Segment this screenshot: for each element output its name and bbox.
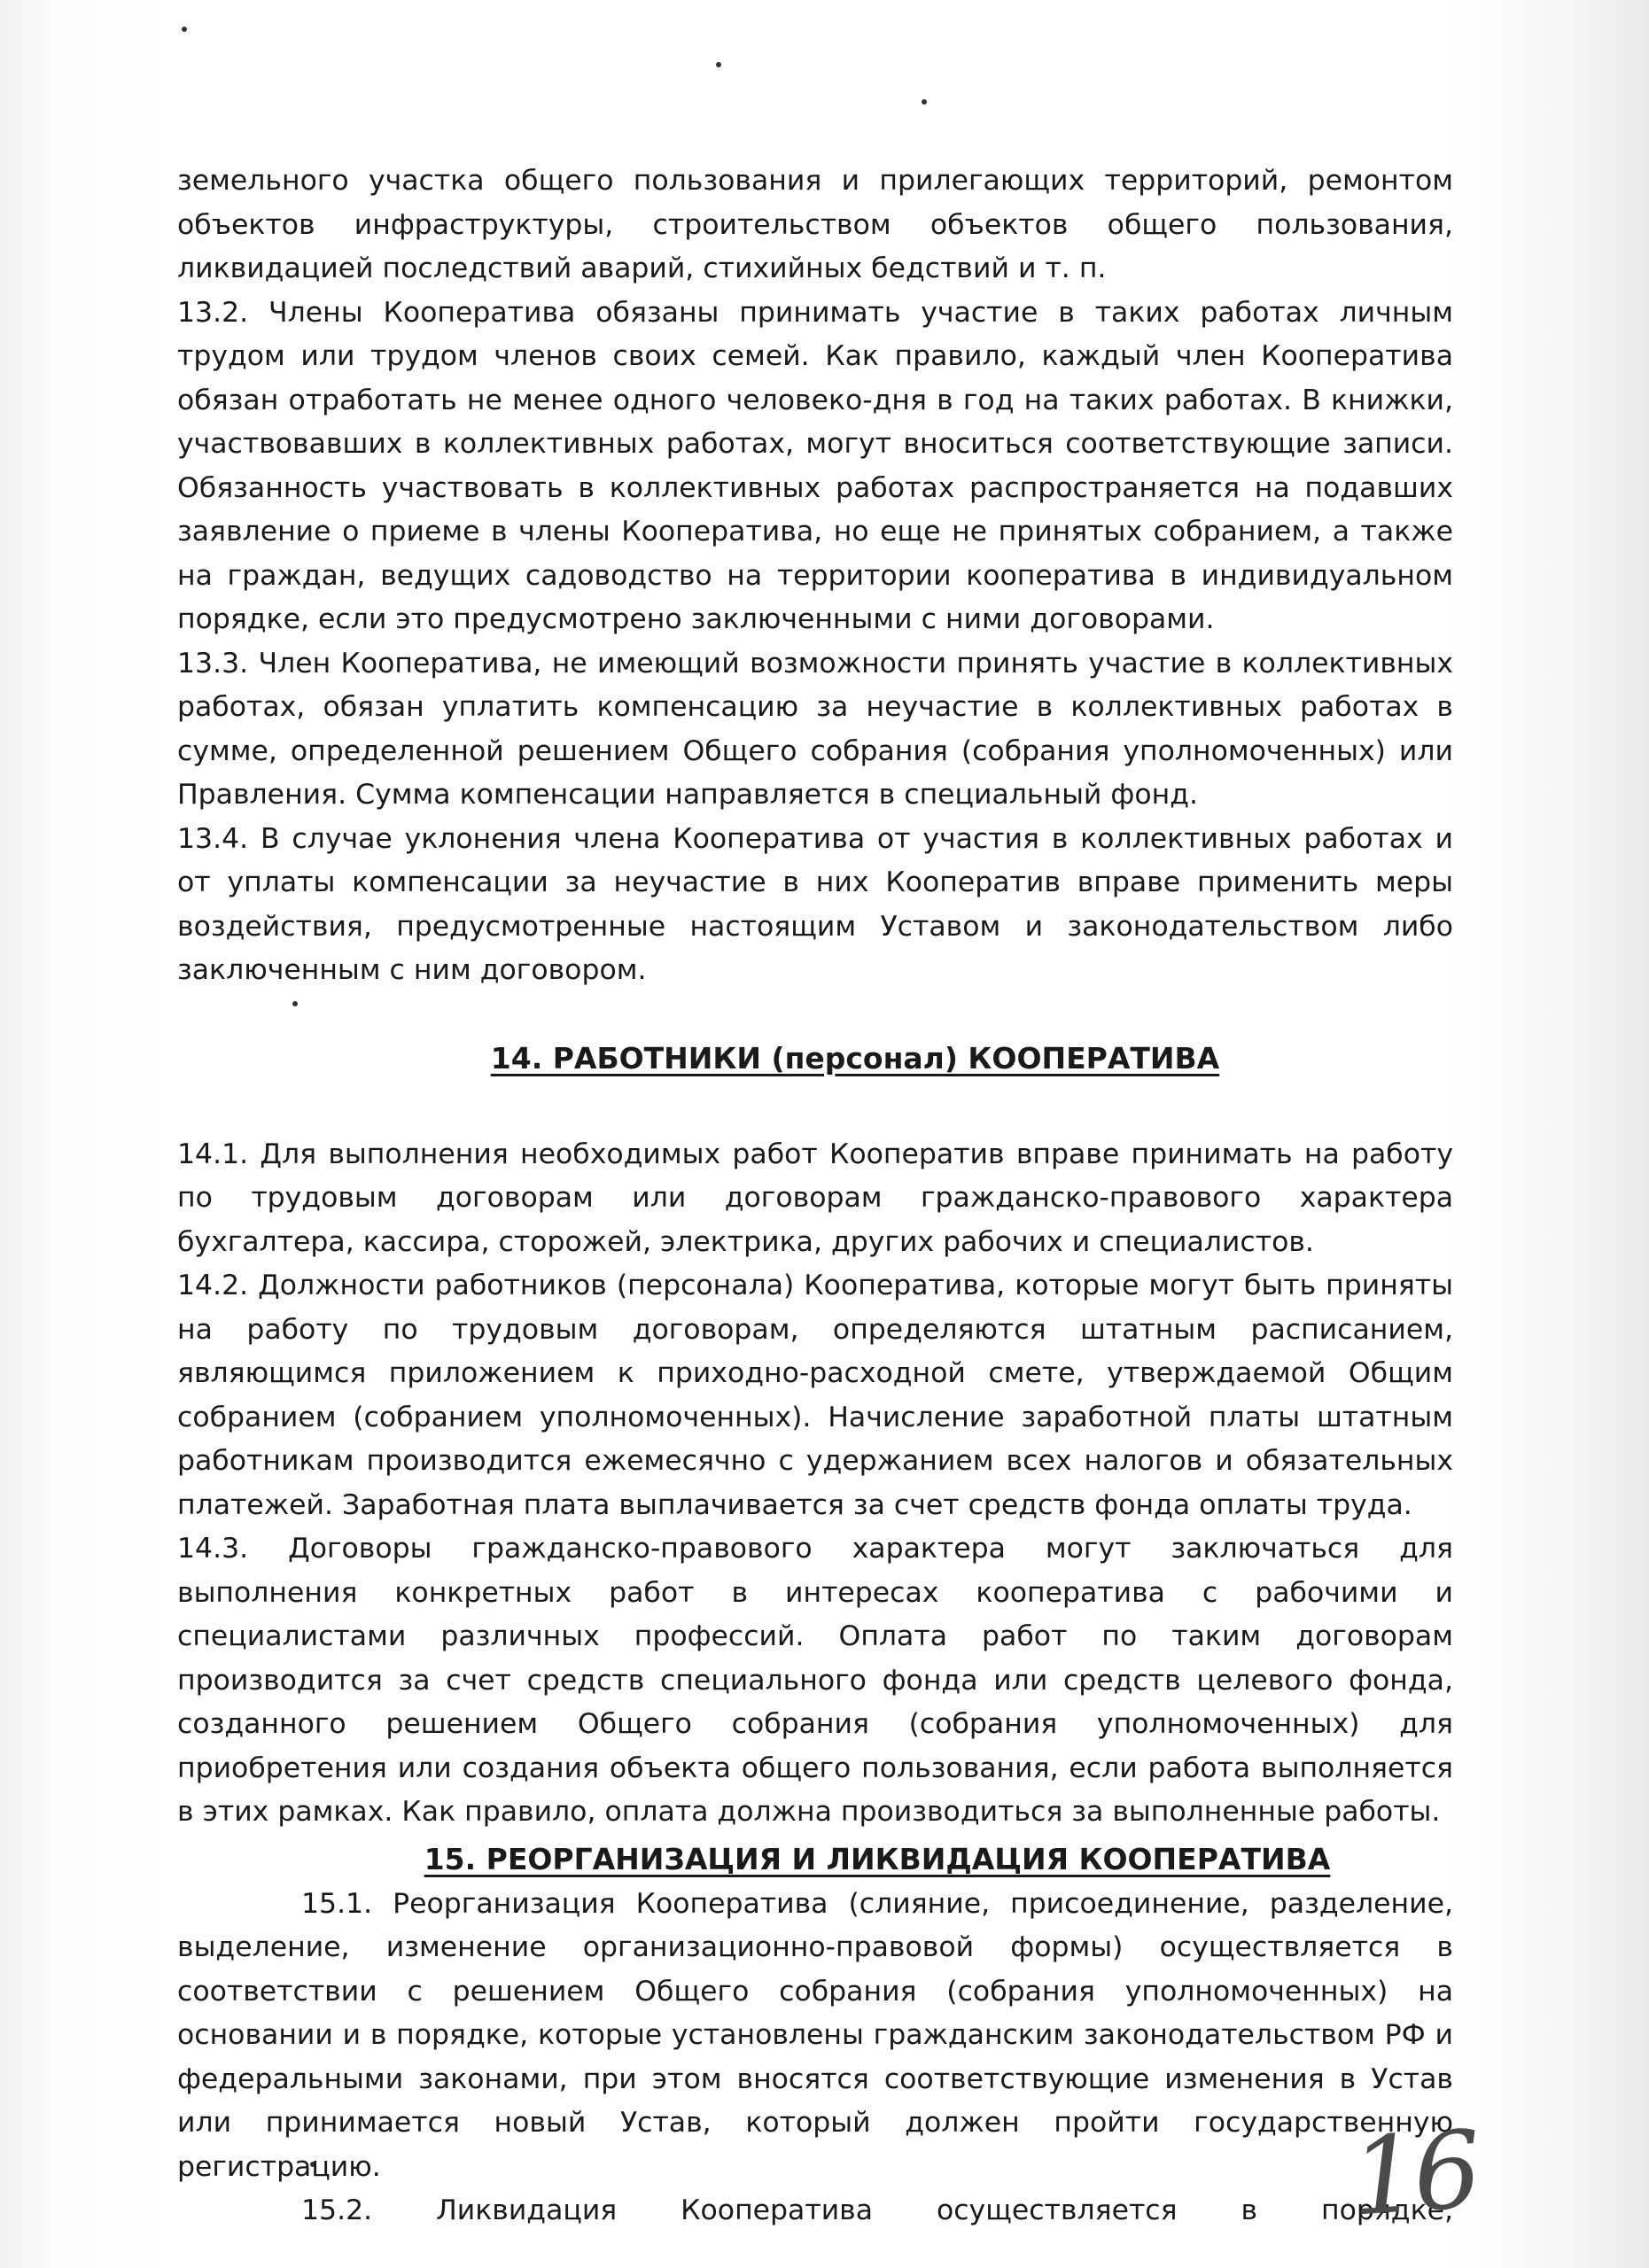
section-15-heading bbox=[177, 1837, 1453, 1883]
paragraph-13-4: 13.4. В случае уклонения члена Кооператива от участия в коллективных работах и от уплаты компенсации за неучастие в них Кооператив вправе применить меры воздействия, предусмотренные настоящим Уставом и законодательством либо заключенным с ним договором. bbox=[177, 822, 1453, 986]
section-14-title: 14. РАБОТНИКИ (персонал) КООПЕРАТИВА bbox=[490, 1040, 1220, 1076]
paragraph-13-3: 13.3. Член Кооператива, не имеющий возможности принять участие в коллективных работах, обязан уплатить компенсацию за неучастие в коллективных работах в сумме, определенной решением Общего собрания (собрания уполномоченных) или Правления. Сумма компенсации направляется в специальный фонд. bbox=[177, 647, 1453, 811]
paragraph-13-1-cont: земельного участка общего пользования и прилегающих территорий, ремонтом объектов инфраструктуры, строительством объектов общего пользования, ликвидацией последствий аварий, стихийных бедствий и т. п. bbox=[177, 165, 1453, 284]
paragraph-15-1: 15.1. Реорганизация Кооператива (слияние, присоединение, разделение, выделение, изменение организационно-правовой формы) осуществляется в соответствии с решением Общего собрания (собрания уполномоченных) на основании и в порядке, которые установлены гражданским законодательством РФ и федеральными законами, при этом вносятся соответствующие изменения в Устав или принимается новый Устав, который должен пройти государственную регистрацию. bbox=[177, 1887, 1453, 2183]
handwritten-page-number: 16 bbox=[1347, 2109, 1481, 2241]
paragraph-14-3: 14.3. Договоры гражданско-правового характера могут заключаться для выполнения конкретных работ в интересах кооператива с рабочими и специалистами различных профессий. Оплата работ по таким договорам производится за счет средств специального фонда или средств целевого фонда, созданного решением Общего собрания (собрания уполномоченных) для приобретения или создания объекта общего пользования, если работа выполняется в этих рамках. Как правило, оплата должна производиться за выполненные работы. bbox=[177, 1533, 1453, 1828]
scan-speck bbox=[716, 62, 721, 67]
paragraph-14-1: 14.1. Для выполнения необходимых работ Кооператив вправе принимать на работу по трудовым договорам или договорам гражданско-правового характера бухгалтера, кассира, сторожей, электрика, других рабочих и специалистов. bbox=[177, 1138, 1453, 1258]
paragraph-15-2: 15.2. Ликвидация Кооператива осуществляется в порядке, bbox=[301, 2194, 1453, 2226]
scan-speck bbox=[922, 99, 927, 105]
document-body bbox=[177, 159, 1453, 2233]
section-14-heading bbox=[177, 1036, 1453, 1082]
paragraph-13-2: 13.2. Члены Кооператива обязаны принимать участие в таких работах личным трудом или трудом членов своих семей. Как правило, каждый член Кооператива обязан отработать не менее одного человеко-дня в год на таких работах. В книжки, участвовавших в коллективных работах, могут вноситься соответствующие записи. Обязанность участвовать в коллективных работах распространяется на подавших заявление о приеме в члены Кооператива, но еще не принятых собранием, а также на граждан, ведущих садоводство на территории кооператива в индивидуальном порядке, если это предусмотрено заключенными с ними договорами. bbox=[177, 296, 1453, 635]
scan-speck bbox=[182, 27, 187, 32]
paragraph-14-2: 14.2. Должности работников (персонала) Кооператива, которые могут быть приняты на работу по трудовым договорам, определяются штатным расписанием, являющимся приложением к приходно-расходной смете, утверждаемой Общим собранием (собранием уполномоченных). Начисление заработной платы штатным работникам производится ежемесячно с удержанием всех налогов и обязательных платежей. Заработная плата выплачивается за счет средств фонда оплаты труда. bbox=[177, 1270, 1453, 1521]
section-15-title: 15. РЕОРГАНИЗАЦИЯ И ЛИКВИДАЦИЯ КООПЕРАТИВА bbox=[424, 1841, 1331, 1876]
